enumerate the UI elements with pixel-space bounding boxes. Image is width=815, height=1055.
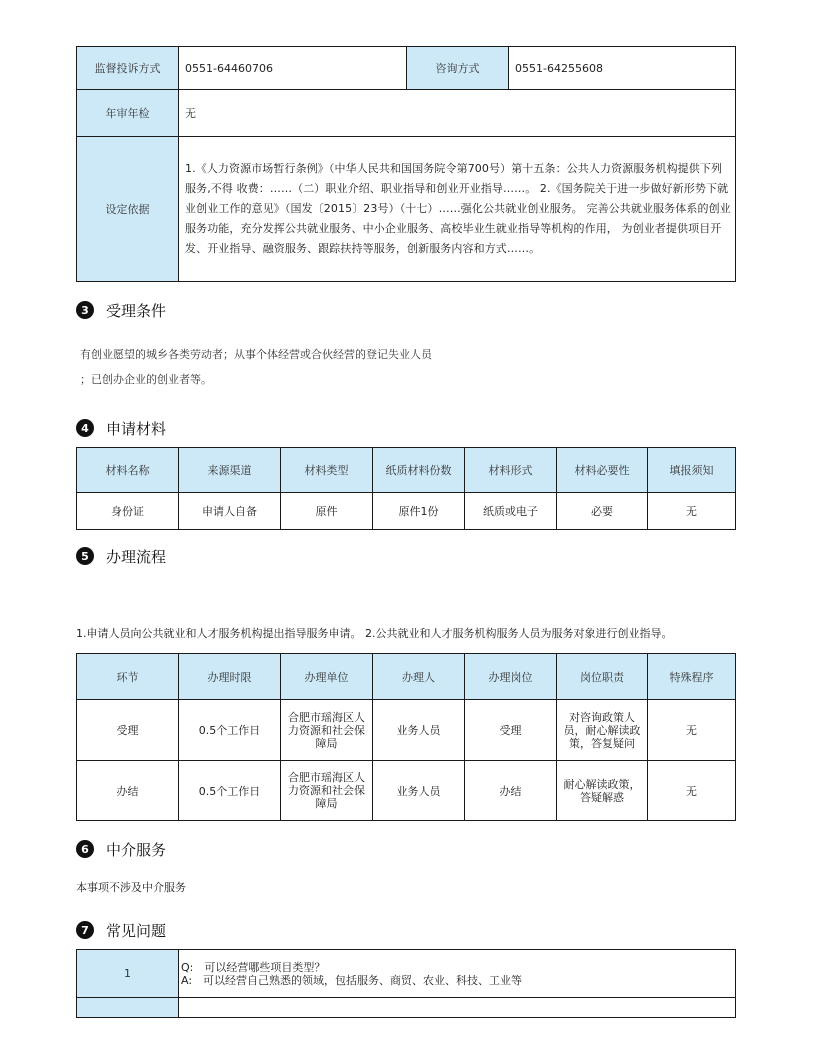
faq-answer: A: 可以经营自己熟悉的领域，包括服务、商贸、农业、科技、工业等 <box>181 973 523 987</box>
table-cell: 身份证 <box>77 493 179 530</box>
section-number-badge: 7 <box>76 921 94 939</box>
table-cell: 无 <box>648 493 736 530</box>
table-cell: 业务人员 <box>373 700 465 761</box>
annual-label: 年审年检 <box>77 90 179 137</box>
table-cell: 合肥市瑶海区人力资源和社会保障局 <box>281 761 373 821</box>
col-header: 材料名称 <box>77 448 179 493</box>
section-6-heading <box>76 838 166 860</box>
section-title: 受理条件 <box>106 301 167 320</box>
faq-question: Q: 可以经营哪些项目类型？ <box>181 960 326 974</box>
faq-index: 1 <box>77 950 179 998</box>
col-header: 办理岗位 <box>465 654 557 700</box>
info-table <box>76 46 736 282</box>
faq-row <box>77 950 736 998</box>
section-7-heading <box>76 919 166 941</box>
table-cell: 申请人自备 <box>179 493 281 530</box>
table-cell: 受理 <box>465 700 557 761</box>
table-cell: 无 <box>648 700 736 761</box>
faq-content <box>179 998 736 1018</box>
table-cell: 0.5个工作日 <box>179 761 281 821</box>
table-cell: 合肥市瑶海区人力资源和社会保障局 <box>281 700 373 761</box>
table-cell: 必要 <box>557 493 648 530</box>
col-header: 特殊程序 <box>648 654 736 700</box>
basis-label: 设定依据 <box>77 137 179 282</box>
table-cell: 办结 <box>465 761 557 821</box>
section-3-heading <box>76 299 166 321</box>
col-header: 环节 <box>77 654 179 700</box>
section-4-heading <box>76 417 166 439</box>
faq-index <box>77 998 179 1018</box>
intermediary-text: 本事项不涉及中介服务 <box>76 881 186 894</box>
section-number-badge: 6 <box>76 840 94 858</box>
col-header: 填报须知 <box>648 448 736 493</box>
table-cell: 对咨询政策人员，耐心解读政策，答复疑问 <box>557 700 648 761</box>
table-cell: 纸质或电子 <box>465 493 557 530</box>
col-header: 岗位职责 <box>557 654 648 700</box>
col-header: 纸质材料份数 <box>373 448 465 493</box>
table-cell: 耐心解读政策，答疑解惑 <box>557 761 648 821</box>
materials-table <box>76 447 736 530</box>
section-number-badge: 5 <box>76 547 94 565</box>
section-5-heading <box>76 545 166 567</box>
table-row <box>77 761 736 821</box>
table-cell: 原件 <box>281 493 373 530</box>
process-table <box>76 653 736 821</box>
basis-text: 1.《人力资源市场暂行条例》（中华人民共和国国务院令第700号）第十五条：公共人力资源服务机构提供下列服务,不得 收费：……（二）职业介绍、职业指导和创业开业指导……。 2.《国务院关于进一步做好新形势下就业创业工作的意见》（国发〔2015〕23号）（十七）……强化公共就业创业服务。 完善公共就业服务体系的创业服务功能，充分发挥公共就业服务、中小企业服务、高校毕业生就业指导等机构的作用， 为创业者提供项目开发、开业指导、融资服务、跟踪扶持等服务，创新服务内容和方式……。 <box>179 137 736 282</box>
table-cell: 0.5个工作日 <box>179 700 281 761</box>
faq-table <box>76 949 736 1018</box>
annual-value: 无 <box>179 90 736 137</box>
section-title: 中介服务 <box>106 840 167 859</box>
section-number-badge: 3 <box>76 301 94 319</box>
section-title: 办理流程 <box>106 547 167 566</box>
process-description: 1.申请人员向公共就业和人才服务机构提出指导服务申请。 2.公共就业和人才服务机构服务人员为服务对象进行创业指导。 <box>76 627 673 640</box>
table-cell: 无 <box>648 761 736 821</box>
table-cell: 办结 <box>77 761 179 821</box>
table-row <box>77 493 736 530</box>
section-number-badge: 4 <box>76 419 94 437</box>
col-header: 材料形式 <box>465 448 557 493</box>
col-header: 材料类型 <box>281 448 373 493</box>
consult-label: 咨询方式 <box>407 47 509 90</box>
table-cell: 受理 <box>77 700 179 761</box>
supervise-value: 0551-64460706 <box>179 47 407 90</box>
consult-value: 0551-64255608 <box>509 47 736 90</box>
table-cell: 原件1份 <box>373 493 465 530</box>
faq-row <box>77 998 736 1018</box>
table-row <box>77 700 736 761</box>
col-header: 来源渠道 <box>179 448 281 493</box>
col-header: 办理单位 <box>281 654 373 700</box>
faq-content <box>179 950 736 998</box>
col-header: 办理人 <box>373 654 465 700</box>
table-cell: 业务人员 <box>373 761 465 821</box>
supervise-label: 监督投诉方式 <box>77 47 179 90</box>
acceptance-condition-line-2: ；已创办企业的创业者等。 <box>80 373 212 386</box>
section-title: 常见问题 <box>106 921 167 940</box>
acceptance-condition-line-1: 有创业愿望的城乡各类劳动者；从事个体经营或合伙经营的登记失业人员 <box>80 348 432 361</box>
col-header: 办理时限 <box>179 654 281 700</box>
col-header: 材料必要性 <box>557 448 648 493</box>
section-title: 申请材料 <box>106 419 167 438</box>
